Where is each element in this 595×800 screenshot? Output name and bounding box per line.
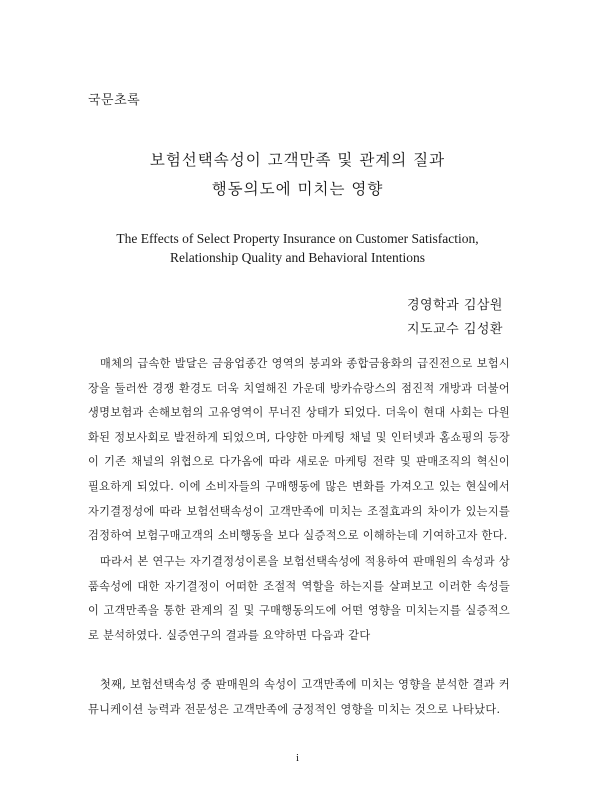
abstract-paragraph-3	[88, 673, 510, 722]
korean-title-line-1: 보험선택속성이 고객만족 및 관계의 질과	[149, 151, 446, 169]
section-label: 국문초록	[88, 93, 141, 108]
english-title-line-1: The Effects of Select Property Insurance on Customer Satisfaction,	[116, 231, 479, 246]
abstract-paragraph-1	[88, 352, 510, 549]
author-advisor: 지도교수 김성환	[406, 322, 503, 337]
english-title-line-2: Relationship Quality and Behavioral Intentions	[170, 250, 425, 265]
abstract-paragraph-2	[88, 550, 510, 648]
page-number: i	[295, 752, 300, 764]
paragraph-text: 매체의 급속한 발달은 금융업종간 영역의 붕괴와 종합금융화의 급진전으로 보험시장을 둘러싼 경쟁 환경도 더욱 치열해진 가운데 방카슈랑스의 점진적 개방과 더불어 생명보험과 손해보험의 고유영역이 무너진 상태가 되었다. 더욱이 현대 사회는 다원화된 정보사회로 발전하게 되었으며, 다양한 마케팅 채널 및 인터넷과 홈쇼핑의 등장이 기존 채널의 위협으로 다가옴에 따라 새로운 마케팅 전략 및 판매조직의 혁신이 필요하게 되었다. 이에 소비자들의 구매행동에 많은 변화를 가져오고 있는 현실에서 자기결정성에 따라 보험선택속성이 고객만족에 미치는 조절효과의 차이가 있는지를 검정하여 보험구매고객의 소비행동을 보다 실증적으로 이해하는데 기여하고자 한다.	[88, 357, 510, 543]
paragraph-text: 따라서 본 연구는 자기결정성이론을 보험선택속성에 적용하여 판매원의 속성과 상품속성에 대한 자기결정이 어떠한 조절적 역할을 하는지를 살펴보고 이러한 속성들이 고객만족을 통한 관계의 질 및 구매행동의도에 어떤 영향을 미치는지를 실증적으로 분석하였다. 실증연구의 결과를 요약하면 다음과 같다	[88, 555, 510, 642]
paragraph-text: 첫째, 보험선택속성 중 판매원의 속성이 고객만족에 미치는 영향을 분석한 결과 커뮤니케이션 능력과 전문성은 고객만족에 긍정적인 영향을 미치는 것으로 나타났다.	[88, 678, 510, 716]
korean-title-line-2: 행동의도에 미치는 영향	[211, 180, 384, 198]
author-student: 경영학과 김삼원	[406, 298, 503, 313]
